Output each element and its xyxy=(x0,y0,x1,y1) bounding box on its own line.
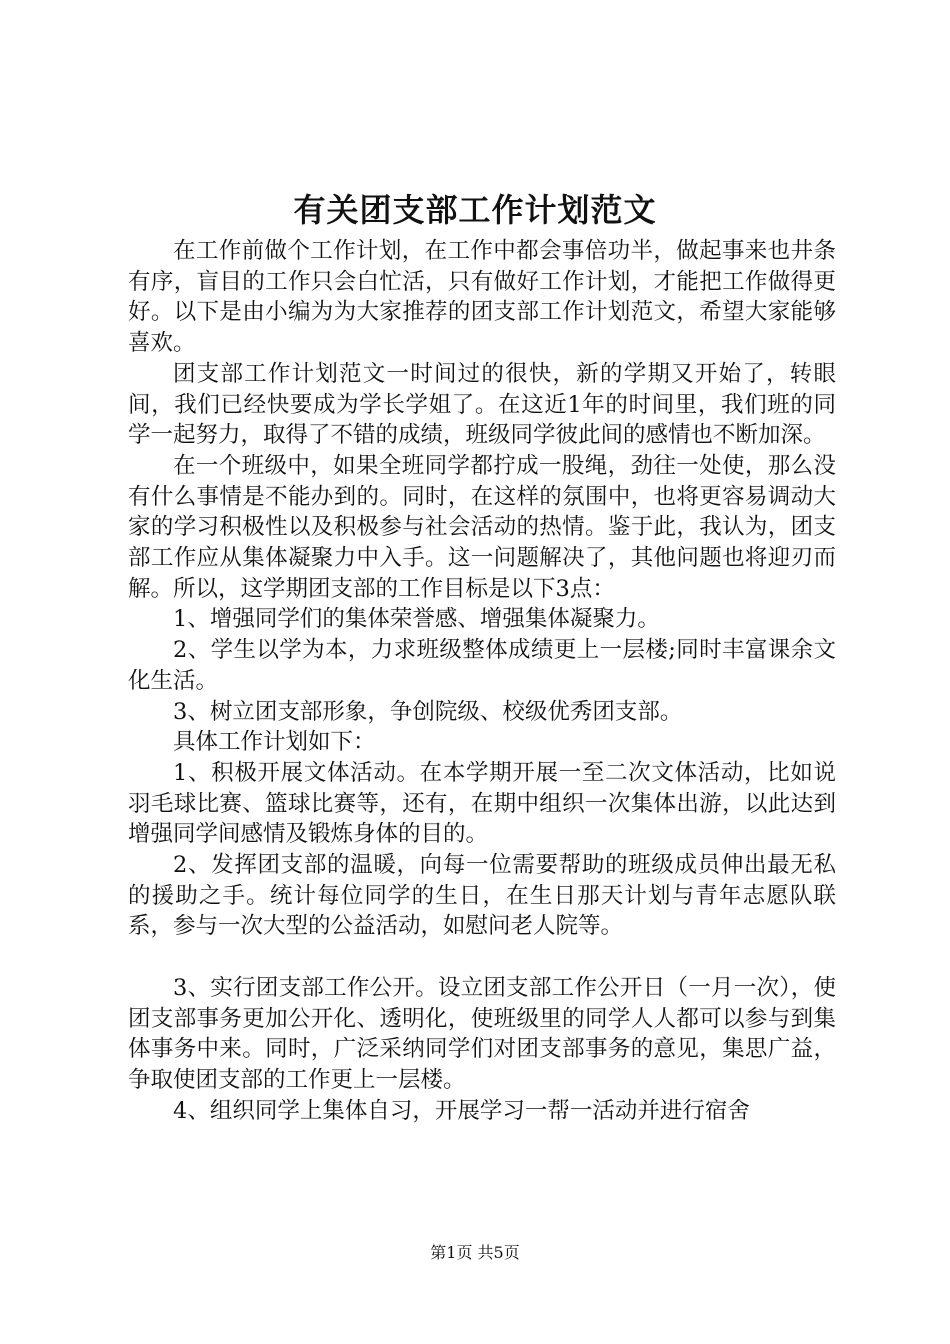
paragraph: 在一个班级中，如果全班同学都拧成一股绳，劲往一处使，那么没有什么事情是不能办到的。同时，在这样的氛围中，也将更容易调动大家的学习积极性以及积极参与社会活动的热情。鉴于此，我认为，团支部工作应从集体凝聚力中入手。这一问题解决了，其他问题也将迎刃而解。所以，这学期团支部的工作目标是以下3点： xyxy=(128,452,836,602)
paragraph: 团支部工作计划范文一时间过的很快，新的学期又开始了，转眼间，我们已经快要成为学长学姐了。在这近1年的时间里，我们班的同学一起努力，取得了不错的成绩，班级同学彼此间的感情也不断加深。 xyxy=(128,360,836,449)
paragraph: 具体工作计划如下： xyxy=(173,729,376,756)
paragraph: 在工作前做个工作计划，在工作中都会事倍功半，做起事来也井条有序，盲目的工作只会白忙活，只有做好工作计划，才能把工作做得更好。以下是由小编为为大家推荐的团支部工作计划范文，希望大家能够喜欢。 xyxy=(128,238,836,357)
paragraph: 1、增强同学们的集体荣誉感、增强集体凝聚力。 xyxy=(173,606,660,633)
paragraph: 1、积极开展文体活动。在本学期开展一至二次文体活动，比如说羽毛球比赛、篮球比赛等，还有，在期中组织一次集体出游，以此达到增强同学间感情及锻炼身体的目的。 xyxy=(128,759,836,848)
paragraph: 3、树立团支部形象，争创院级、校级优秀团支部。 xyxy=(173,698,683,725)
paragraph: 3、实行团支部工作公开。设立团支部工作公开日（一月一次），使团支部事务更加公开化、透明化，使班级里的同学人人都可以参与到集体事务中来。同时，广泛采纳同学们对团支部事务的意见，集思广益，争取使团支部的工作更上一层楼。 xyxy=(128,974,836,1093)
page-footer: 第1页 共5页 xyxy=(430,1243,520,1262)
paragraph: 4、组织同学上集体自习，开展学习一帮一活动并进行宿舍 xyxy=(173,1097,750,1124)
document-title: 有关团支部工作计划范文 xyxy=(293,191,657,229)
document-body xyxy=(128,236,836,1126)
paragraph: 2、发挥团支部的温暖，向每一位需要帮助的班级成员伸出最无私的援助之手。统计每位同学的生日，在生日那天计划与青年志愿队联系，参与一次大型的公益活动，如慰问老人院等。 xyxy=(128,852,836,940)
paragraph: 2、学生以学为本，力求班级整体成绩更上一层楼;同时丰富课余文化生活。 xyxy=(128,637,836,694)
